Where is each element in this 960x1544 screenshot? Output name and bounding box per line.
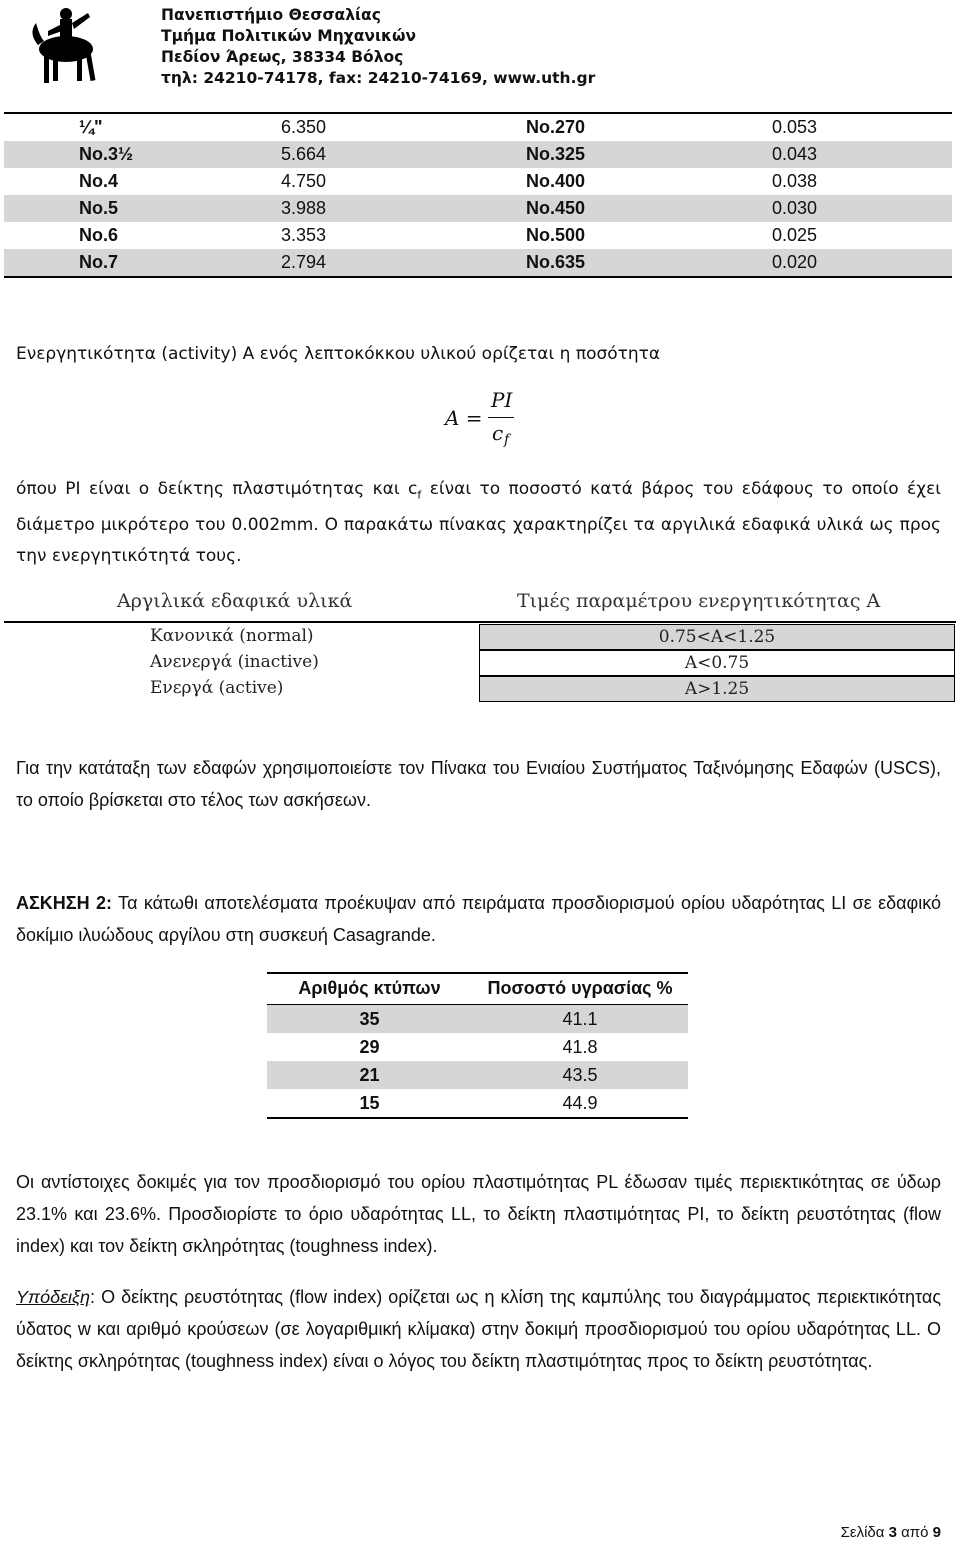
header-line-address: Πεδίον Άρεως, 38334 Βόλος — [161, 48, 404, 66]
page-mid: από — [896, 1524, 933, 1541]
total-pages: 9 — [932, 1524, 941, 1541]
uscs-note: Για την κατάταξη των εδαφών χρησιμοποιείστε τον Πίνακα του Ενιαίου Συστήματος Ταξινόμησης Εδαφών (USCS), το οποίο βρίσκεται στο τέλος των ασκήσεων. — [16, 758, 941, 810]
sieve-number: No.7 — [79, 252, 119, 272]
formula-denominator: c — [492, 421, 504, 445]
table-row — [4, 141, 952, 168]
material-label: Ενεργά (active) — [150, 678, 284, 698]
casagrande-table — [267, 972, 688, 1119]
fraction-bar — [488, 417, 514, 418]
sieve-opening: 0.053 — [772, 117, 818, 137]
material-label: Ανενεργά (inactive) — [150, 652, 319, 672]
formula-subscript: f — [504, 432, 510, 448]
header-line-contact: τηλ: 24210-74178, fax: 24210-74169, www.uth.gr — [161, 69, 596, 87]
formula-numerator: PI — [491, 388, 513, 412]
sieve-opening: 6.350 — [281, 117, 327, 137]
sieve-number: No.500 — [526, 225, 586, 245]
activity-value: A>1.25 — [479, 676, 955, 702]
table-row — [4, 195, 952, 222]
sieve-number: No.6 — [79, 225, 119, 245]
column-header-blows: Αριθμός κτύπων — [298, 978, 441, 998]
sieve-opening: 0.025 — [772, 225, 818, 245]
sieve-opening: 3.988 — [281, 198, 327, 218]
table-row — [267, 1033, 688, 1061]
sieve-number: No.635 — [526, 252, 586, 272]
table-row — [4, 168, 952, 195]
moisture-value: 44.9 — [562, 1093, 598, 1113]
hint-label: Υπόδειξη — [16, 1287, 91, 1307]
table-row — [4, 114, 952, 141]
activity-header-value: Τιμές παραμέτρου ενεργητικότητας A — [517, 590, 881, 612]
current-page: 3 — [888, 1524, 897, 1541]
activity-header-material: Αργιλικά εδαφικά υλικά — [117, 590, 353, 612]
table-row — [4, 650, 956, 676]
definition-part1: όπου PI είναι ο δείκτης πλαστιμότητας και c — [16, 479, 418, 499]
sieve-opening: 4.750 — [281, 171, 327, 191]
table-row — [4, 222, 952, 249]
exercise-text: Τα κάτωθι αποτελέσματα προέκυψαν από πειράματα προσδιορισμού ορίου υδαρότητας LI σε εδαφικό δοκίμιο ιλυώδους αργίλου στη συσκευή Casagrande. — [16, 893, 942, 945]
table-row — [267, 1061, 688, 1089]
sieve-opening: 0.030 — [772, 198, 818, 218]
definition-subscript: f — [417, 488, 422, 502]
table-row — [4, 676, 956, 702]
sieve-table — [4, 112, 952, 278]
blow-count: 29 — [359, 1037, 380, 1057]
moisture-value: 41.1 — [562, 1009, 598, 1029]
sieve-number: No.400 — [526, 171, 586, 191]
sieve-opening: 5.664 — [281, 144, 327, 164]
sieve-opening: 3.353 — [281, 225, 327, 245]
university-logo — [22, 5, 110, 87]
header-line-department: Τμήμα Πολιτικών Μηχανικών — [161, 27, 417, 45]
sieve-number: No.325 — [526, 144, 586, 164]
sieve-number: No.5 — [79, 198, 119, 218]
blow-count: 21 — [359, 1065, 380, 1085]
sieve-number: No.4 — [79, 171, 119, 191]
definition-paragraph — [16, 474, 941, 572]
sieve-number: No.450 — [526, 198, 586, 218]
formula-lhs: A = — [445, 406, 483, 430]
table-header-row — [267, 974, 688, 1005]
activity-formula — [445, 388, 525, 448]
activity-value: A<0.75 — [479, 650, 955, 676]
activity-value: 0.75<A<1.25 — [479, 624, 955, 650]
sieve-opening: 0.020 — [772, 252, 818, 272]
sieve-number: No.3½ — [79, 144, 134, 164]
plastic-limit-paragraph: Οι αντίστοιχες δοκιμές για τον προσδιορισμό του ορίου πλαστιμότητας PL έδωσαν τιμές περιεκτικότητας σε ύδωρ 23.1% και 23.6%. Προσδιορίστε το όριο υδαρότητας LL, το δείκτη πλαστιμότητας PI, το δείκτη ρευστότητας (flow index) και τον δείκτη σκληρότητας (toughness index). — [16, 1172, 941, 1256]
moisture-value: 43.5 — [562, 1065, 598, 1085]
sieve-opening: 0.038 — [772, 171, 818, 191]
column-header-moisture: Ποσοστό υγρασίας % — [487, 978, 673, 998]
table-row — [267, 1005, 688, 1033]
blow-count: 35 — [359, 1009, 380, 1029]
blow-count: 15 — [359, 1093, 380, 1113]
sieve-opening: 2.794 — [281, 252, 327, 272]
hint-text: : Ο δείκτης ρευστότητας (flow index) ορίζεται ως η κλίση της καμπύλης του διαγράμματος περιεκτικότητας ύδατος w και αριθμό κρούσεων (σε λογαριθμική κλίμακα) στην δοκιμή προσδιορισμού του ορίου υδαρότητας LL. Ο δείκτης σκληρότητας (toughness index) είναι ο λόγος του δείκτη πλαστιμότητας προς το δείκτη ρευστότητας. — [16, 1287, 941, 1371]
sieve-opening: 0.043 — [772, 144, 818, 164]
table-row — [267, 1089, 688, 1117]
activity-intro: Ενεργητικότητα (activity) A ενός λεπτοκόκκου υλικού ορίζεται η ποσότητα — [16, 344, 661, 364]
definition-part2: είναι το ποσοστό κατά βάρος του εδάφους το οποίο έχει διάμετρο μικρότερο του 0.002mm. Ο παρακάτω πίνακας χαρακτηρίζει τα αργιλικά εδαφικά υλικά ως προς την ενεργητικότητά τους. — [16, 479, 942, 567]
header-line-university: Πανεπιστήμιο Θεσσαλίας — [161, 6, 381, 24]
header-rule — [4, 621, 956, 623]
table-row — [4, 624, 956, 650]
hint-paragraph — [16, 1281, 941, 1377]
page-prefix: Σελίδα — [840, 1524, 889, 1541]
page-number — [841, 1524, 941, 1541]
exercise-statement — [16, 887, 941, 951]
moisture-value: 41.8 — [562, 1037, 598, 1057]
exercise-title: ΑΣΚΗΣΗ 2: — [16, 893, 112, 913]
material-label: Κανονικά (normal) — [150, 626, 314, 646]
table-row — [4, 249, 952, 276]
sieve-number: No.270 — [526, 117, 586, 137]
sieve-number: ¼" — [79, 117, 103, 137]
